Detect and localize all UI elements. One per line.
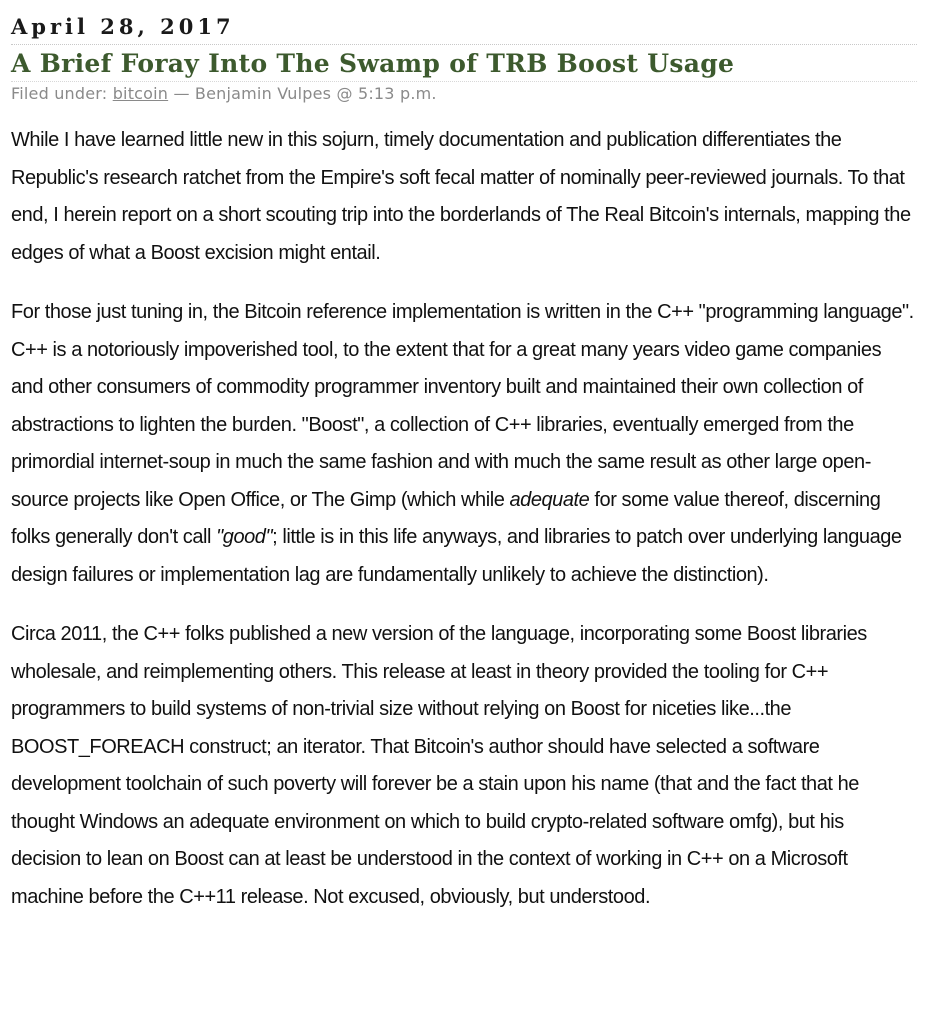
paragraph-2-text-b: for some value thereof, discerning folks generally don't call [11,488,881,548]
category-link-bitcoin[interactable]: bitcoin [112,84,169,103]
byline: — Benjamin Vulpes @ 5:13 p.m. [173,84,437,103]
post-title: A Brief Foray Into The Swamp of TRB Boost Usage [11,47,917,82]
filed-under-label: Filed under: [11,84,108,103]
paragraph-2-text-c: ; little is in this life anyways, and libraries to patch over underlying language design failures or implementation lag are fundamentally unlikely to achieve the distinction). [11,526,902,586]
emphasis-good: "good" [216,526,273,548]
post-body [11,122,917,916]
paragraph-1: While I have learned little new in this sojurn, timely documentation and publication differentiates the Republic's research ratchet from the Empire's soft fecal matter of nominally peer-reviewed journals. To that end, I herein report on a short scouting trip into the borderlands of The Real Bitcoin's internals, mapping the edges of what a Boost excision might entail. [11,129,911,264]
blog-post [11,12,917,938]
post-meta [11,83,917,105]
emphasis-adequate: adequate [509,488,590,511]
paragraph-3: Circa 2011, the C++ folks published a new version of the language, incorporating some Boost libraries wholesale, and reimplementing others. This release at least in theory provided the tooling for C++ programmers to build systems of non-trivial size without relying on Boost for niceties like...the BOOST_FOREACH construct; an iterator. That Bitcoin's author should have selected a software development toolchain of such poverty will forever be a stain upon his name (that and the fact that he thought Windows an adequate environment on which to build crypto-related software omfg), but his decision to lean on Boost can at least be understood in the context of working in C++ on a Microsoft machine before the C++11 release. Not excused, obviously, but understood. [11,623,867,908]
paragraph-2 [11,294,917,594]
paragraph-2-text-a: For those just tuning in, the Bitcoin reference implementation is written in the C++ "programming language". C++ is a notoriously impoverished tool, to the extent that for a great many years video game companies and other consumers of commodity programmer inventory built and maintained their own collection of abstractions to lighten the burden. "Boost", a collection of C++ libraries, eventually emerged from the primordial internet-soup in much the same fashion and with much the same result as other large open-source projects like Open Office, or The Gimp (which while [11,301,914,511]
post-date: April 28, 2017 [11,12,917,45]
